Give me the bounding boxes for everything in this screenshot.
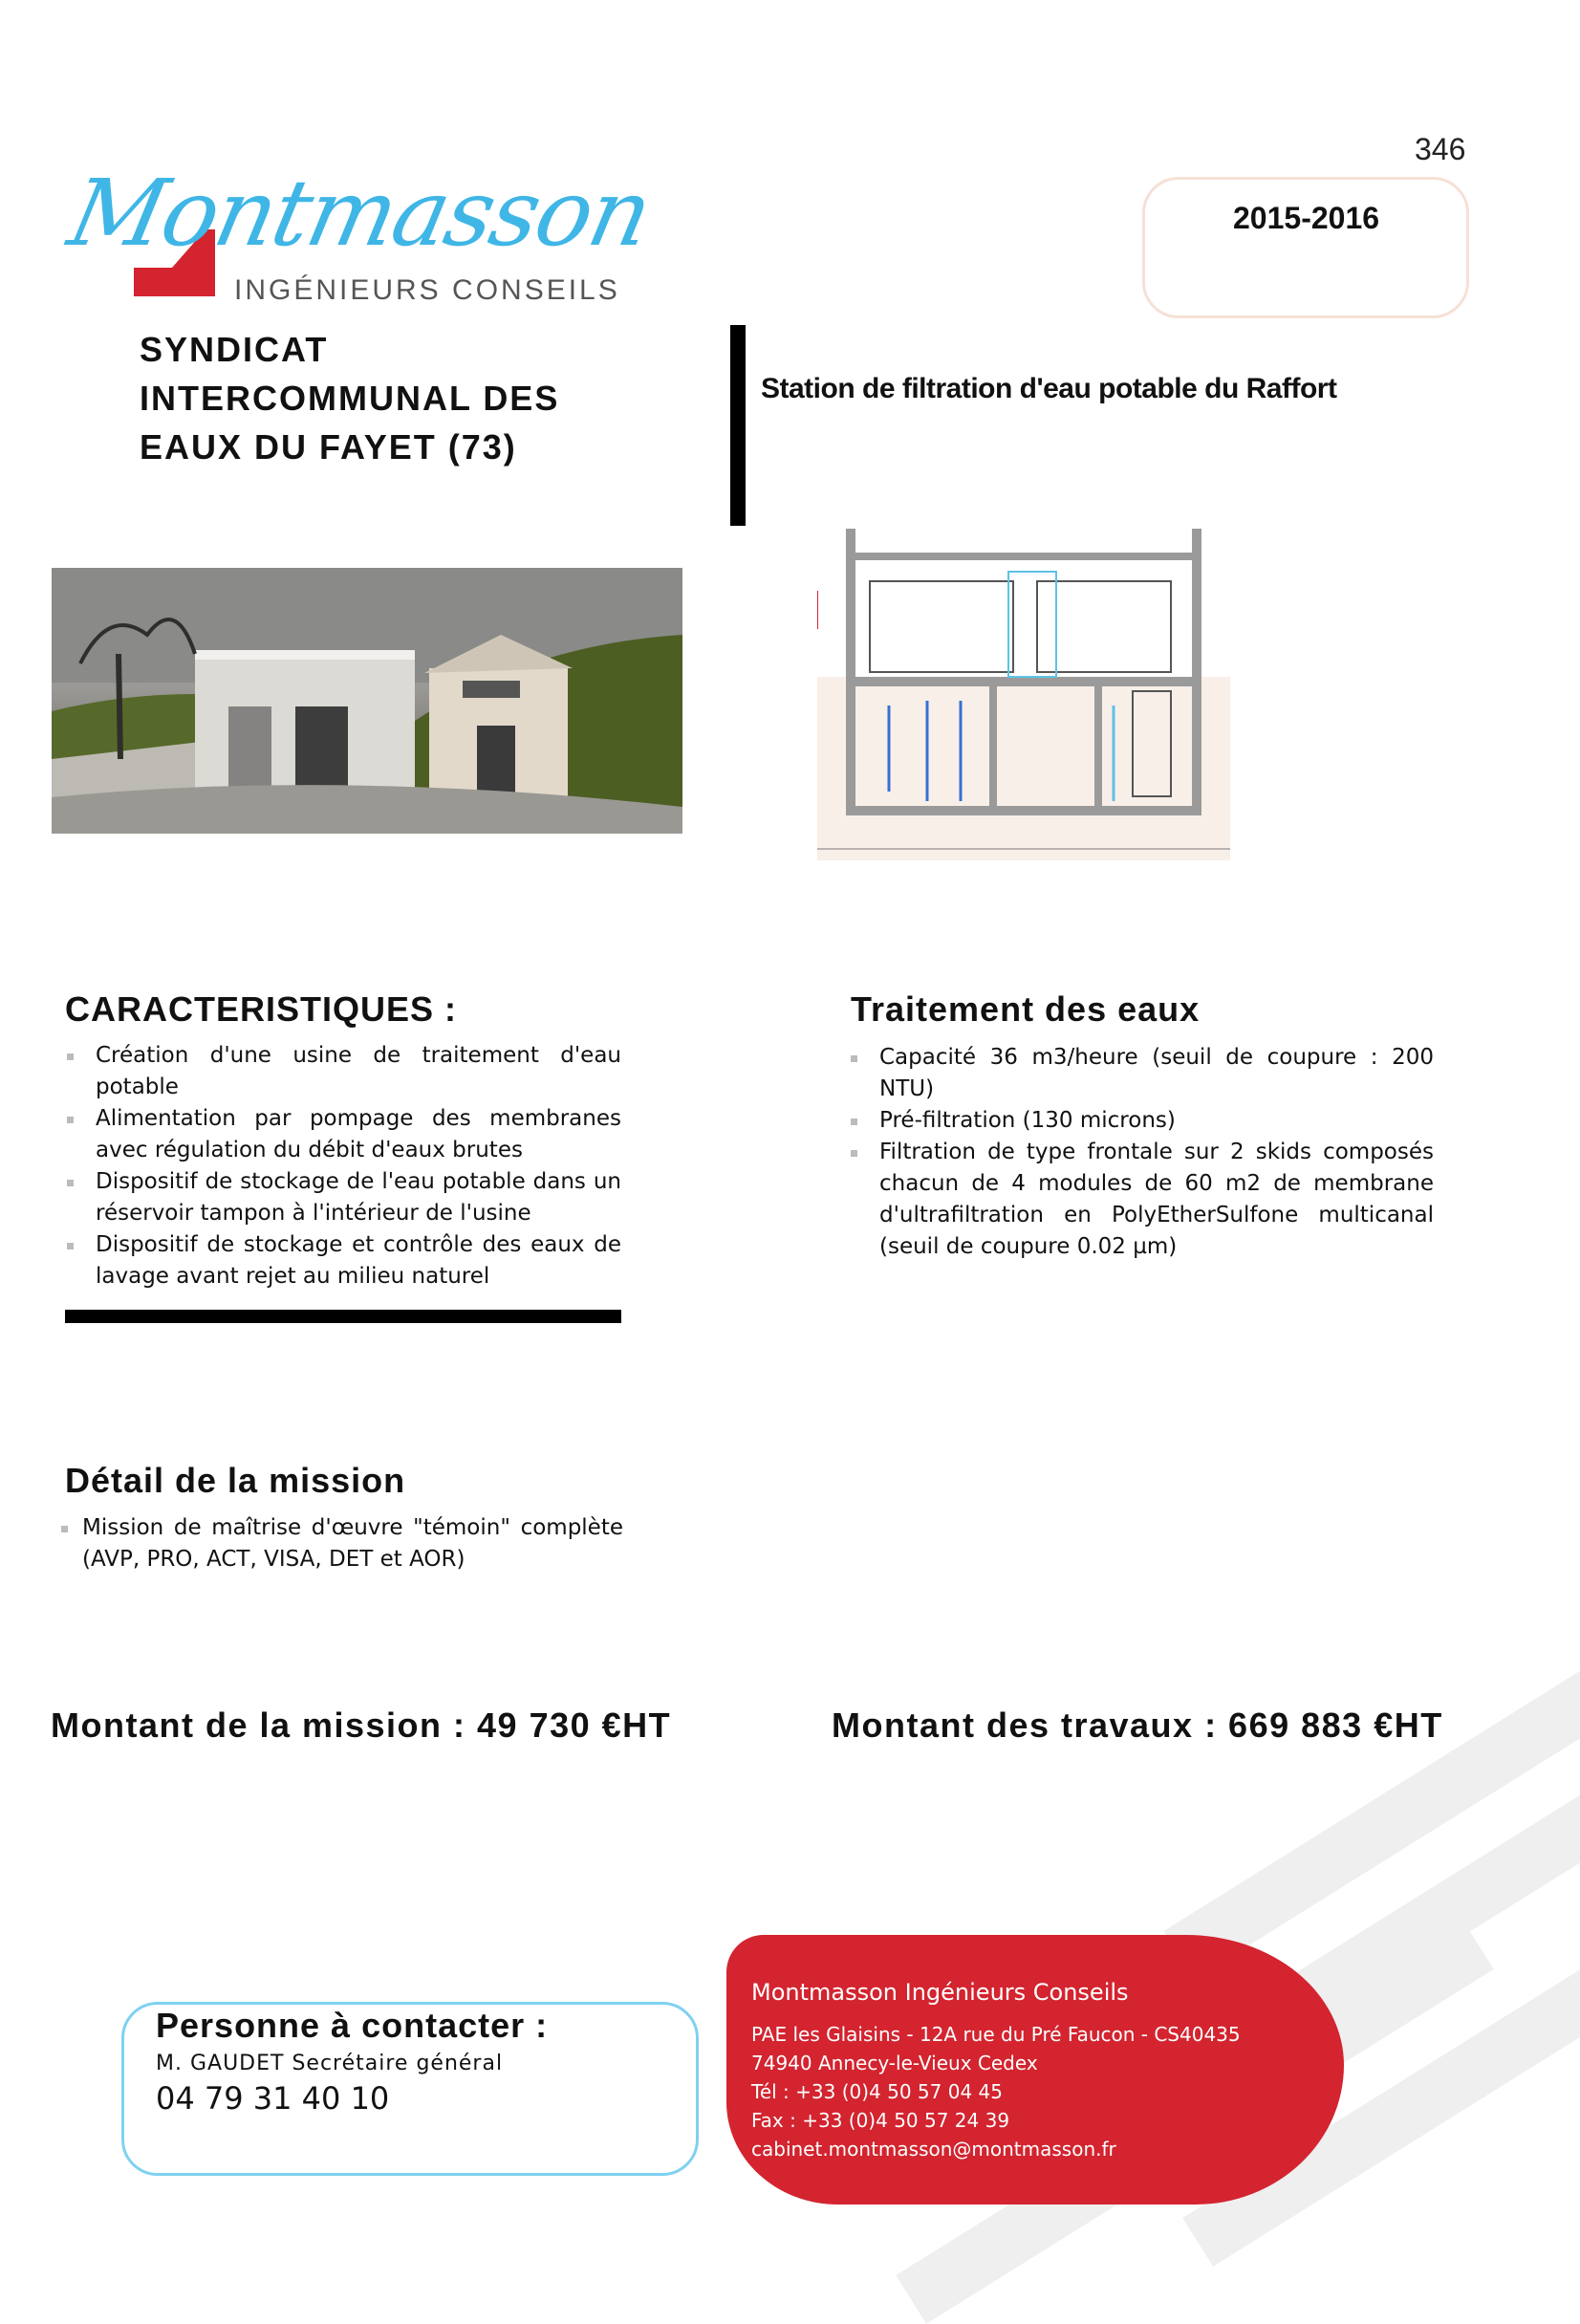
project-title: Station de filtration d'eau potable du Raffort bbox=[761, 373, 1337, 404]
period-box bbox=[1142, 177, 1469, 318]
contact-phone: 04 79 31 40 10 bbox=[156, 2080, 390, 2117]
company-address-1: PAE les Glaisins - 12A rue du Pré Faucon - CS40435 bbox=[751, 2023, 1241, 2046]
list-item: Alimentation par pompage des membranes avec régulation du débit d'eaux brutes bbox=[65, 1103, 621, 1166]
caracteristiques-list bbox=[65, 1040, 621, 1292]
works-amount: Montant des travaux : 669 883 €HT bbox=[832, 1705, 1443, 1745]
contact-name: M. GAUDET Secrétaire général bbox=[156, 2052, 504, 2075]
company-address-2: 74940 Annecy-le-Vieux Cedex bbox=[751, 2052, 1038, 2074]
client-line-1: SYNDICAT bbox=[140, 330, 329, 369]
list-item: Pré-filtration (130 microns) bbox=[849, 1105, 1434, 1137]
traitement-list bbox=[849, 1042, 1434, 1263]
company-card bbox=[726, 1935, 1344, 2205]
company-email[interactable]: cabinet.montmasson@montmasson.fr bbox=[751, 2138, 1116, 2161]
building-illustration bbox=[52, 568, 682, 834]
list-item: Mission de maîtrise d'œuvre "témoin" complète (AVP, PRO, ACT, VISA, DET et AOR) bbox=[59, 1512, 623, 1575]
station-cross-section bbox=[817, 524, 1230, 860]
list-item: Dispositif de stockage et contrôle des eaux de lavage avant rejet au milieu naturel bbox=[65, 1229, 621, 1292]
company-logo bbox=[60, 160, 660, 311]
list-item: Filtration de type frontale sur 2 skids composés chacun de 4 modules de 60 m2 de membrane d'ultrafiltration en PolyEtherSulfone multicanal (seuil de coupure 0.02 µm) bbox=[849, 1137, 1434, 1263]
list-item: Création d'une usine de traitement d'eau potable bbox=[65, 1040, 621, 1103]
client-line-3: EAUX DU FAYET (73) bbox=[140, 427, 517, 467]
watermark-stripe bbox=[1163, 1576, 1580, 1980]
company-name: Montmasson Ingénieurs Conseils bbox=[751, 1979, 1129, 2006]
mission-list bbox=[59, 1512, 623, 1575]
list-item: Dispositif de stockage de l'eau potable dans un réservoir tampon à l'intérieur de l'usine bbox=[65, 1166, 621, 1229]
logo-wordmark: Montmasson bbox=[60, 160, 660, 267]
contact-heading: Personne à contacter : bbox=[156, 2006, 549, 2045]
caracteristiques-heading: CARACTERISTIQUES : bbox=[65, 989, 458, 1029]
title-divider bbox=[730, 325, 746, 526]
page-number: 346 bbox=[1415, 132, 1466, 166]
client-name bbox=[140, 325, 559, 471]
list-item: Capacité 36 m3/heure (seuil de coupure : 200 NTU) bbox=[849, 1042, 1434, 1105]
logo-subtitle: INGÉNIEURS CONSEILS bbox=[234, 274, 620, 306]
company-fax: Fax : +33 (0)4 50 57 24 39 bbox=[751, 2109, 1010, 2132]
company-tel: Tél : +33 (0)4 50 57 04 45 bbox=[751, 2080, 1003, 2103]
section-drawing bbox=[817, 524, 1230, 860]
mission-amount: Montant de la mission : 49 730 €HT bbox=[51, 1705, 672, 1745]
mission-heading: Détail de la mission bbox=[65, 1461, 406, 1500]
traitement-heading: Traitement des eaux bbox=[851, 989, 1201, 1029]
building-photo bbox=[52, 568, 682, 834]
period-label: 2015-2016 bbox=[1233, 201, 1380, 235]
client-line-2: INTERCOMMUNAL DES bbox=[140, 379, 560, 418]
section-divider bbox=[65, 1310, 621, 1323]
